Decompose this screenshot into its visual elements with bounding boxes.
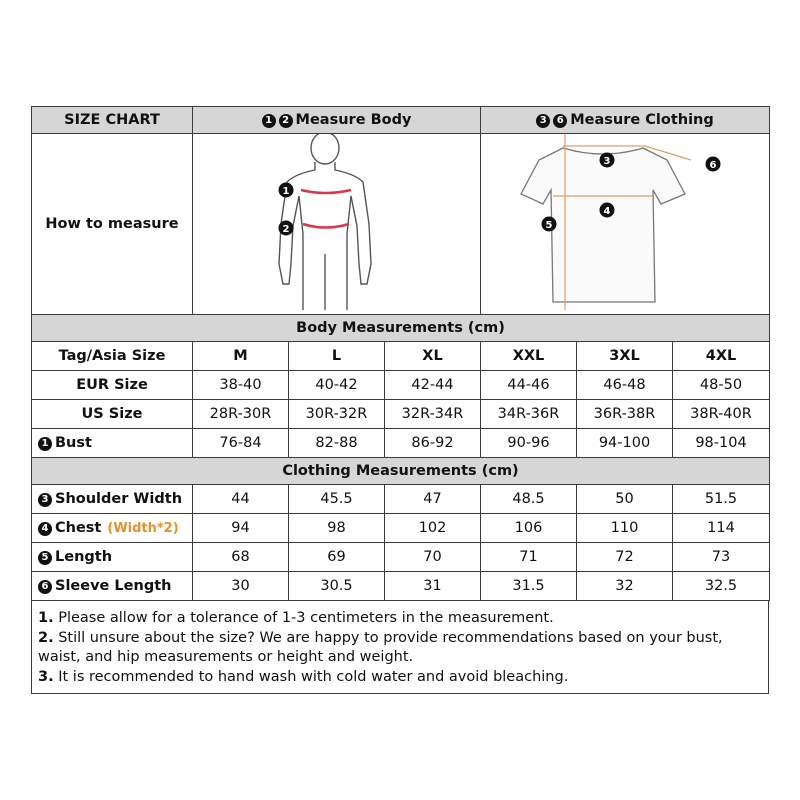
value-cell: 47: [385, 485, 481, 514]
marker-6: 6: [553, 114, 567, 128]
value-cell: 110: [577, 514, 673, 543]
clothing-measurements-title: Clothing Measurements (cm): [32, 458, 770, 485]
value-cell: 44-46: [481, 371, 577, 400]
value-cell: 51.5: [673, 485, 770, 514]
size-cell: L: [289, 342, 385, 371]
size-cell: XXL: [481, 342, 577, 371]
shirt-marker-5: 5: [545, 220, 553, 231]
value-cell: 102: [385, 514, 481, 543]
shirt-marker-6: 6: [709, 160, 717, 171]
row-label: Tag/Asia Size: [32, 342, 193, 371]
value-cell: 31.5: [481, 572, 577, 601]
notes-box: [31, 601, 769, 694]
marker-1: 1: [38, 437, 52, 451]
marker-6: 6: [38, 580, 52, 594]
value-cell: 114: [673, 514, 770, 543]
value-cell: 76-84: [193, 429, 289, 458]
body-figure-cell: [193, 134, 481, 315]
value-cell: 48.5: [481, 485, 577, 514]
row-label: US Size: [32, 400, 193, 429]
row-label: 1 Bust: [32, 429, 193, 458]
marker-5: 5: [38, 551, 52, 565]
table-row: [32, 371, 770, 400]
size-cell: XL: [385, 342, 481, 371]
value-cell: 32R-34R: [385, 400, 481, 429]
value-cell: 71: [481, 543, 577, 572]
table-row: [32, 429, 770, 458]
value-cell: 40-42: [289, 371, 385, 400]
table-row: [32, 485, 770, 514]
table-row: [32, 400, 770, 429]
size-chart: [31, 106, 769, 694]
value-cell: 32: [577, 572, 673, 601]
value-cell: 30.5: [289, 572, 385, 601]
value-cell: 46-48: [577, 371, 673, 400]
note-1: 1. Please allow for a tolerance of 1-3 centimeters in the measurement.: [38, 610, 554, 626]
value-cell: 69: [289, 543, 385, 572]
value-cell: 32.5: [673, 572, 770, 601]
row-label: 5 Length: [32, 543, 193, 572]
size-table: [31, 106, 770, 601]
value-cell: 34R-36R: [481, 400, 577, 429]
value-cell: 31: [385, 572, 481, 601]
value-cell: 44: [193, 485, 289, 514]
how-to-measure-label: How to measure: [32, 134, 193, 315]
body-measurements-title: Body Measurements (cm): [32, 315, 770, 342]
marker-2: 2: [279, 114, 293, 128]
marker-1: 1: [262, 114, 276, 128]
table-row: [32, 543, 770, 572]
body-silhouette-icon: [211, 134, 463, 310]
value-cell: 70: [385, 543, 481, 572]
value-cell: 68: [193, 543, 289, 572]
value-cell: 94-100: [577, 429, 673, 458]
table-row: [32, 514, 770, 543]
value-cell: 45.5: [289, 485, 385, 514]
table-row: [32, 342, 770, 371]
value-cell: 48-50: [673, 371, 770, 400]
shirt-figure-cell: [481, 134, 770, 315]
value-cell: 90-96: [481, 429, 577, 458]
size-cell: M: [193, 342, 289, 371]
value-cell: 106: [481, 514, 577, 543]
value-cell: 30R-32R: [289, 400, 385, 429]
body-marker-1-text: 1: [282, 186, 289, 197]
value-cell: 98: [289, 514, 385, 543]
value-cell: 72: [577, 543, 673, 572]
row-label: 3 Shoulder Width: [32, 485, 193, 514]
value-cell: 82-88: [289, 429, 385, 458]
table-row: [32, 572, 770, 601]
size-cell: 4XL: [673, 342, 770, 371]
size-chart-title: SIZE CHART: [32, 107, 193, 134]
value-cell: 38-40: [193, 371, 289, 400]
tshirt-icon: [481, 134, 769, 310]
shirt-marker-3: 3: [603, 156, 611, 167]
marker-3: 3: [38, 493, 52, 507]
value-cell: 94: [193, 514, 289, 543]
row-label: EUR Size: [32, 371, 193, 400]
value-cell: 42-44: [385, 371, 481, 400]
value-cell: 50: [577, 485, 673, 514]
value-cell: 28R-30R: [193, 400, 289, 429]
value-cell: 30: [193, 572, 289, 601]
value-cell: 98-104: [673, 429, 770, 458]
shirt-marker-4: 4: [603, 206, 611, 217]
measure-body-header: 1 2 Measure Body: [193, 107, 481, 134]
note-2: 2. Still unsure about the size? We are happy to provide recommendations based on your bust, waist, and hip measurements or height and weight.: [38, 629, 723, 665]
note-3: 3. It is recommended to hand wash with cold water and avoid bleaching.: [38, 668, 569, 685]
row-label: 4 Chest (Width*2): [32, 514, 193, 543]
marker-3: 3: [536, 114, 550, 128]
body-marker-2-text: 2: [282, 224, 289, 235]
row-label: 6 Sleeve Length: [32, 572, 193, 601]
chest-width-note: (Width*2): [107, 521, 179, 536]
value-cell: 86-92: [385, 429, 481, 458]
value-cell: 38R-40R: [673, 400, 770, 429]
value-cell: 36R-38R: [577, 400, 673, 429]
value-cell: 73: [673, 543, 770, 572]
marker-4: 4: [38, 522, 52, 536]
measure-clothing-header: 3 6 Measure Clothing: [481, 107, 770, 134]
size-cell: 3XL: [577, 342, 673, 371]
